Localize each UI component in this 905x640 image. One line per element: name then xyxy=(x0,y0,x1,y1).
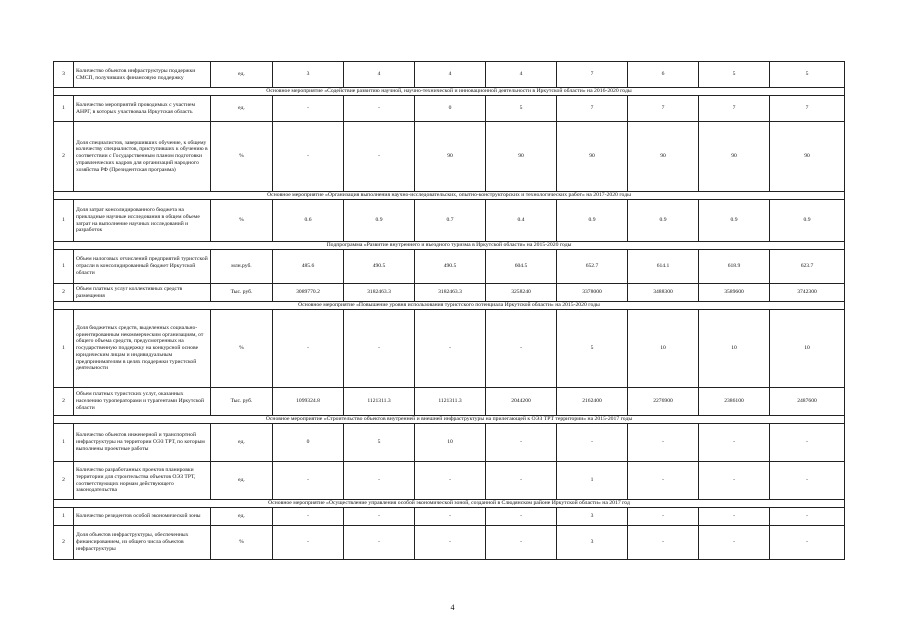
indicator-name: Количество разработанных проектов планировки территории для строительства объектов ОЭЗ ТРТ, соответствующих нормам действующего законодательства xyxy=(74,462,211,500)
unit-cell: млн.руб. xyxy=(211,250,273,284)
section-header-row xyxy=(54,416,845,424)
value-cell: - xyxy=(415,508,486,526)
value-cell: 1099324.8 xyxy=(273,388,344,416)
indicator-name: Количество объектов инженерной и транспортной инфраструктуры на территории ОЭЗ ТРТ, по которым выполнены проектные работы xyxy=(74,424,211,462)
value-cell: 2386100 xyxy=(699,388,770,416)
value-cell: - xyxy=(415,526,486,560)
value-cell: 0.4 xyxy=(486,200,557,242)
value-cell: 90 xyxy=(628,122,699,192)
value-cell: 490.5 xyxy=(415,250,486,284)
section-title: Основное мероприятие «Осуществление управления особой экономической зоной, созданной в Слюдянском районе Иркутской области» на 2017 год xyxy=(54,500,845,508)
value-cell: 3742300 xyxy=(770,284,845,302)
value-cell: 3182463.3 xyxy=(344,284,415,302)
value-cell: 0.9 xyxy=(628,200,699,242)
value-cell: - xyxy=(770,462,845,500)
value-cell: 1121311.3 xyxy=(415,388,486,416)
value-cell: 3488300 xyxy=(628,284,699,302)
section-header-row xyxy=(54,500,845,508)
indicator-name: Количество мероприятий проводимых с участием АНРГ, в которых участвовала Иркутская область xyxy=(74,96,211,122)
value-cell: - xyxy=(273,310,344,388)
value-cell: 652.7 xyxy=(557,250,628,284)
value-cell: 0.9 xyxy=(344,200,415,242)
table-row xyxy=(54,284,845,302)
table-row xyxy=(54,122,845,192)
unit-cell: ед. xyxy=(211,96,273,122)
value-cell: - xyxy=(344,526,415,560)
section-header-row xyxy=(54,192,845,200)
value-cell: - xyxy=(273,508,344,526)
value-cell: 5 xyxy=(770,62,845,88)
value-cell: 3 xyxy=(557,508,628,526)
value-cell: 90 xyxy=(415,122,486,192)
table-row xyxy=(54,526,845,560)
unit-cell: % xyxy=(211,200,273,242)
indicators-table xyxy=(53,61,845,560)
value-cell: 0.9 xyxy=(770,200,845,242)
row-number: 1 xyxy=(54,96,74,122)
value-cell: 0.7 xyxy=(415,200,486,242)
unit-cell: ед. xyxy=(211,62,273,88)
value-cell: 490.5 xyxy=(344,250,415,284)
row-number: 1 xyxy=(54,508,74,526)
row-number: 2 xyxy=(54,388,74,416)
value-cell: - xyxy=(628,526,699,560)
value-cell: 2162400 xyxy=(557,388,628,416)
section-header-row xyxy=(54,88,845,96)
value-cell: 7 xyxy=(557,96,628,122)
value-cell: 0.9 xyxy=(557,200,628,242)
value-cell: - xyxy=(344,96,415,122)
value-cell: 614.1 xyxy=(628,250,699,284)
unit-cell: % xyxy=(211,526,273,560)
value-cell: - xyxy=(628,508,699,526)
indicator-name: Объем платных услуг коллективных средств размещения xyxy=(74,284,211,302)
row-number: 2 xyxy=(54,526,74,560)
value-cell: - xyxy=(486,508,557,526)
indicator-name: Объем налоговых отчислений предприятий туристской отрасли в консолидированный бюджет Иркутской области xyxy=(74,250,211,284)
value-cell: 3 xyxy=(557,526,628,560)
value-cell: 10 xyxy=(699,310,770,388)
value-cell: 3589600 xyxy=(699,284,770,302)
value-cell: - xyxy=(273,96,344,122)
indicator-name: Количество объектов инфраструктуры поддержки СМСП, получивших финансовую поддержку xyxy=(74,62,211,88)
value-cell: - xyxy=(273,526,344,560)
indicator-name: Количество резидентов особой экономической зоны xyxy=(74,508,211,526)
value-cell: 90 xyxy=(770,122,845,192)
table-body xyxy=(54,62,845,560)
table-row xyxy=(54,424,845,462)
value-cell: 0.6 xyxy=(273,200,344,242)
row-number: 2 xyxy=(54,462,74,500)
unit-cell: % xyxy=(211,310,273,388)
value-cell: 618.9 xyxy=(699,250,770,284)
table-row xyxy=(54,508,845,526)
table-row xyxy=(54,388,845,416)
value-cell: 3182463.3 xyxy=(415,284,486,302)
value-cell: - xyxy=(415,462,486,500)
value-cell: - xyxy=(273,122,344,192)
value-cell: - xyxy=(273,462,344,500)
value-cell: - xyxy=(486,462,557,500)
value-cell: - xyxy=(557,424,628,462)
row-number: 2 xyxy=(54,284,74,302)
row-number: 1 xyxy=(54,310,74,388)
table-row xyxy=(54,250,845,284)
section-title: Основное мероприятие «Строительство объектов внутренней и внешней инфраструктуры на прилегающей к ОЭЗ ТРТ территории» на 2015-2017 годы xyxy=(54,416,845,424)
indicator-name: Объем платных туристских услуг, оказанных населению туроператорами и турагентами Иркутской области xyxy=(74,388,211,416)
unit-cell: % xyxy=(211,122,273,192)
value-cell: 5 xyxy=(557,310,628,388)
value-cell: - xyxy=(486,424,557,462)
value-cell: 3 xyxy=(273,62,344,88)
value-cell: - xyxy=(628,462,699,500)
section-title: Основное мероприятие «Организация выполнения научно-исследовательских, опытно-конструкторских и технологических работ» на 2017-2020 годы xyxy=(54,192,845,200)
table-row xyxy=(54,462,845,500)
value-cell: 4 xyxy=(486,62,557,88)
value-cell: - xyxy=(344,508,415,526)
value-cell: 90 xyxy=(699,122,770,192)
section-title: Подпрограмма «Развитие внутреннего и въездного туризма в Иркутской области» на 2015-2020 годы xyxy=(54,242,845,250)
value-cell: 1 xyxy=(557,462,628,500)
value-cell: 5 xyxy=(486,96,557,122)
unit-cell: Тыс. руб. xyxy=(211,284,273,302)
value-cell: - xyxy=(628,424,699,462)
value-cell: 485.6 xyxy=(273,250,344,284)
value-cell: 10 xyxy=(415,424,486,462)
value-cell: 7 xyxy=(770,96,845,122)
value-cell: - xyxy=(699,424,770,462)
row-number: 3 xyxy=(54,62,74,88)
unit-cell: ед. xyxy=(211,462,273,500)
value-cell: 1121311.3 xyxy=(344,388,415,416)
row-number: 2 xyxy=(54,122,74,192)
value-cell: 604.5 xyxy=(486,250,557,284)
value-cell: 90 xyxy=(557,122,628,192)
value-cell: 2487600 xyxy=(770,388,845,416)
value-cell: 4 xyxy=(344,62,415,88)
value-cell: 5 xyxy=(699,62,770,88)
table-row xyxy=(54,310,845,388)
indicator-name: Доля специалистов, завершивших обучение, к общему количеству специалистов, приступивших к обучению в соответствии с Государственным планом подготовки управленческих кадров для организаций народного хозяйства РФ (Президентская программа) xyxy=(74,122,211,192)
value-cell: - xyxy=(699,526,770,560)
value-cell: 0 xyxy=(273,424,344,462)
value-cell: 10 xyxy=(628,310,699,388)
section-title: Основное мероприятие «Содействие развитию научной, научно-технической и инновационной деятельности в Иркутской области» на 2016-2020 годы xyxy=(54,88,845,96)
value-cell: 3258240 xyxy=(486,284,557,302)
value-cell: - xyxy=(344,462,415,500)
unit-cell: ед. xyxy=(211,508,273,526)
section-header-row xyxy=(54,242,845,250)
indicator-name: Доля затрат консолидированного бюджета на прикладные научные исследования в общем объеме затрат на выполнение научных исследований и разработок xyxy=(74,200,211,242)
value-cell: 7 xyxy=(628,96,699,122)
table-row xyxy=(54,62,845,88)
value-cell: - xyxy=(344,122,415,192)
value-cell: 6 xyxy=(628,62,699,88)
value-cell: 7 xyxy=(699,96,770,122)
page-number: 4 xyxy=(450,603,455,612)
value-cell: - xyxy=(770,526,845,560)
section-title: Основное мероприятие «Повышение уровня использования туристского потенциала Иркутской области» на 2015-2020 годы xyxy=(54,302,845,310)
value-cell: 0 xyxy=(415,96,486,122)
table-row xyxy=(54,96,845,122)
value-cell: - xyxy=(344,310,415,388)
indicator-name: Доля бюджетных средств, выделенных социально-ориентированным некоммерческим организациям, от общего объема средств, предусмотренных на государственную поддержку на конкурсной основе юридическим лицам и индивидуальным предпринимателям в целях поддержки туристской деятельности xyxy=(74,310,211,388)
value-cell: 2044200 xyxy=(486,388,557,416)
value-cell: - xyxy=(415,310,486,388)
value-cell: 623.7 xyxy=(770,250,845,284)
value-cell: - xyxy=(486,526,557,560)
value-cell: - xyxy=(699,508,770,526)
value-cell: 4 xyxy=(415,62,486,88)
value-cell: - xyxy=(699,462,770,500)
value-cell: - xyxy=(770,508,845,526)
value-cell: 5 xyxy=(344,424,415,462)
value-cell: - xyxy=(770,424,845,462)
row-number: 1 xyxy=(54,424,74,462)
row-number: 1 xyxy=(54,200,74,242)
value-cell: 7 xyxy=(557,62,628,88)
value-cell: 2276900 xyxy=(628,388,699,416)
unit-cell: ед. xyxy=(211,424,273,462)
unit-cell: Тыс. руб. xyxy=(211,388,273,416)
value-cell: 0.9 xyxy=(699,200,770,242)
value-cell: - xyxy=(486,310,557,388)
indicator-name: Доля объектов инфраструктуры, обеспеченных финансированием, из общего числа объектов инфраструктуры xyxy=(74,526,211,560)
value-cell: 90 xyxy=(486,122,557,192)
value-cell: 3089770.2 xyxy=(273,284,344,302)
table-row xyxy=(54,200,845,242)
value-cell: 3378000 xyxy=(557,284,628,302)
value-cell: 10 xyxy=(770,310,845,388)
row-number: 1 xyxy=(54,250,74,284)
section-header-row xyxy=(54,302,845,310)
